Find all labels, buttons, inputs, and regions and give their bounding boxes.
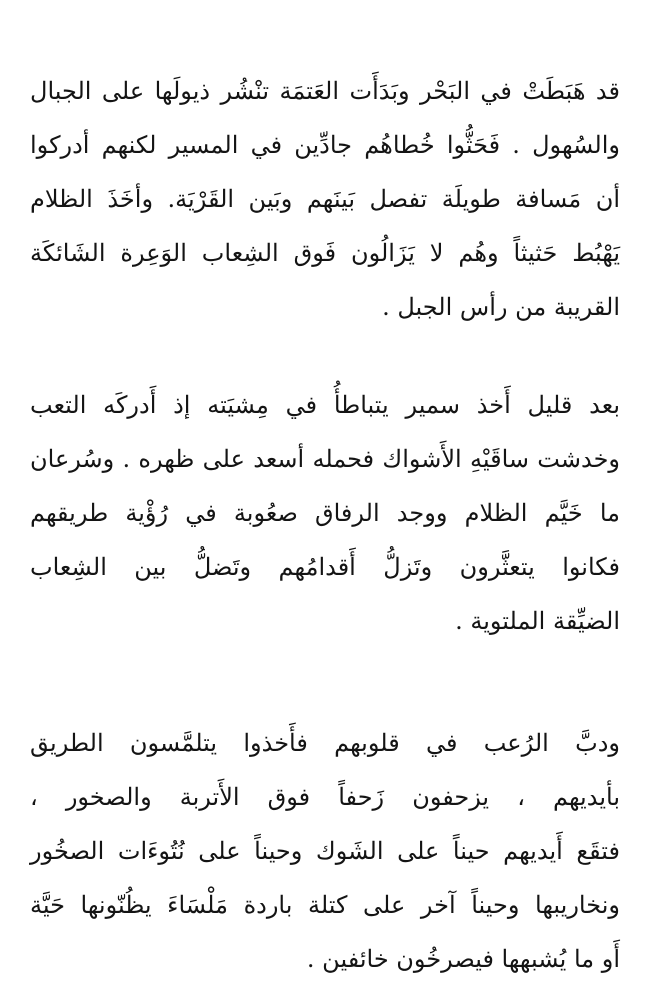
text-line: بعد قليل أَخذ سمير يتباطأُ في مِشيَته إذ أَدركَه التعب [30, 391, 620, 419]
paragraph-3 [30, 716, 620, 986]
text-line: القريبة من رأس الجبل . [382, 293, 620, 321]
text-line: فكانوا يتعثَّرون وتَزلُّ أَقدامُهم وتَضلُّ بين الشِعاب [30, 553, 620, 581]
text-line: ودبَّ الرُعب في قلوبهم فأَخذوا يتلمَّسون الطريق [30, 729, 620, 757]
paragraph-1 [30, 64, 620, 334]
text-line: والسُهول . فَحَثُّوا خُطاهُم جادِّين في المسير لكنهم أدركوا [30, 131, 620, 159]
text-line: الضيِّقة الملتوية . [455, 607, 620, 635]
text-line: ما خَيَّم الظلام ووجد الرفاق صعُوبة في رُؤْية طريقهم [30, 499, 620, 527]
text-line: قد هَبَطَتْ في البَحْر وبَدَأَت العَتمَة تنْشُر ذيولَها على الجبال [30, 77, 620, 105]
text-line: أَو ما يُشبهها فيصرخُون خائفين . [306, 945, 620, 973]
text-line: وخدشت ساقَيْهِ الأَشواك فحمله أسعد على ظهره . وسُرعان [30, 445, 620, 473]
paragraph-2 [30, 378, 620, 648]
text-line: ونخاريبها وحيناً آخر على كتلة باردة مَلْسَاءَ يظُنّونها حَيَّة [30, 891, 620, 919]
text-line: بأيديهم ، يزحفون زَحفاً فوق الأَتربة والصخور ، [30, 783, 620, 811]
text-line: فتقَع أَيديهم حيناً على الشَوك وحيناً على نُتُوءَات الصخُور [30, 837, 620, 865]
text-line: أن مَسافة طويلَة تفصل بَينَهم وبَين القَرْيَة. وأخَذَ الظلام [30, 185, 620, 213]
text-line: يَهْبُط حَثيثاً وهُم لا يَزَالُون فَوق الشِعاب الوَعِرة الشَائكَة [30, 239, 620, 267]
